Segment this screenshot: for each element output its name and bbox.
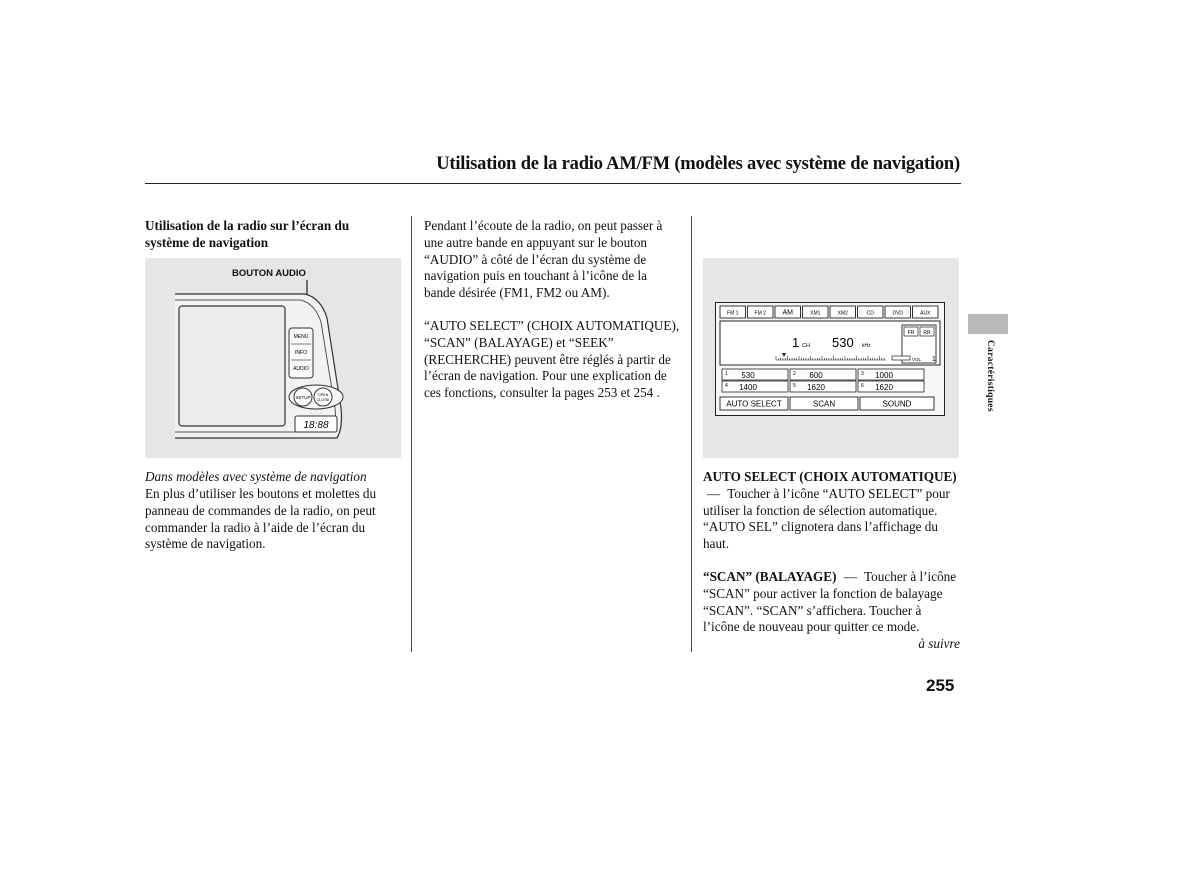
preset-button[interactable] bbox=[790, 369, 856, 380]
dash-2: — bbox=[843, 569, 857, 584]
auto-select-paragraph bbox=[703, 469, 959, 553]
preset-frequency: 1400 bbox=[739, 383, 757, 392]
nav-screen bbox=[715, 302, 945, 416]
channel-number: 1 bbox=[792, 335, 800, 350]
figure-label: BOUTON AUDIO bbox=[232, 268, 306, 279]
continued-note: à suivre bbox=[918, 636, 960, 651]
svg-text:VOL: VOL bbox=[912, 357, 922, 362]
preset-number: 5 bbox=[793, 383, 796, 389]
preset-number: 3 bbox=[861, 371, 864, 377]
band-tab-label: DVD bbox=[892, 310, 904, 317]
svg-text:RR: RR bbox=[923, 330, 931, 336]
auto-select-heading: AUTO SELECT (CHOIX AUTOMATIQUE) bbox=[703, 469, 957, 484]
control-panel-figure bbox=[145, 258, 401, 458]
scan-body: Toucher à l’icône “SCAN” pour activer la fonction de balayage “SCAN”. “SCAN” s’affichera. Toucher à l’icône de nouveau pour quitter ce mode. bbox=[703, 569, 957, 635]
svg-text:18:88: 18:88 bbox=[303, 420, 329, 431]
preset-number: 4 bbox=[725, 383, 728, 389]
scan-heading: “SCAN” (BALAYAGE) bbox=[703, 569, 837, 584]
band-tab-label: FM 2 bbox=[754, 310, 766, 317]
page-title: Utilisation de la radio AM/FM (modèles avec système de navigation) bbox=[436, 154, 960, 174]
nav-screen-figure bbox=[703, 258, 959, 458]
svg-text:CLOSE: CLOSE bbox=[316, 398, 330, 402]
preset-number: 1 bbox=[725, 371, 728, 377]
control-panel-illustration bbox=[145, 258, 401, 458]
screen-button-label: AUTO SELECT bbox=[726, 399, 782, 409]
svg-text:INFO: INFO bbox=[295, 350, 307, 356]
title-rule bbox=[145, 183, 961, 184]
preset-frequency: 600 bbox=[809, 371, 823, 380]
auto-select-body: Toucher à l’icône “AUTO SELECT” pour utiliser la fonction de sélection automatique. “AUTO SEL” clignotera dans l’affichage du haut. bbox=[703, 485, 950, 552]
svg-text:1: 1 bbox=[932, 356, 936, 363]
preset-frequency: 1620 bbox=[807, 383, 825, 392]
svg-text:AUDIO: AUDIO bbox=[293, 366, 309, 372]
middle-paragraph-1: Pendant l’écoute de la radio, on peut passer à une autre bande en appuyant sur le bouton “AUDIO” à côté de l’écran du système de navigation puis en touchant à l’icône de la bande désirée (FM1, FM2 ou AM). bbox=[424, 218, 663, 301]
page-number: 255 bbox=[926, 676, 955, 695]
preset-frequency: 1000 bbox=[875, 371, 893, 380]
preset-number: 6 bbox=[861, 383, 864, 389]
preset-frequency: 1620 bbox=[875, 383, 893, 392]
band-tab-label: AUX bbox=[920, 310, 931, 317]
section-tab-label: Caractéristiques bbox=[985, 340, 995, 412]
svg-text:OPEN: OPEN bbox=[317, 393, 329, 397]
section-heading: Utilisation de la radio sur l’écran du système de navigation bbox=[145, 218, 350, 250]
column-divider-right bbox=[691, 216, 692, 652]
band-tab-label: XM1 bbox=[810, 310, 821, 317]
nav-screen-display bbox=[716, 303, 944, 415]
section-tab bbox=[968, 314, 1008, 334]
left-body-text: En plus d’utiliser les boutons et molettes du panneau de commandes de la radio, on peut commander la radio à l’aide de l’écran du système de navigation. bbox=[145, 486, 377, 552]
band-tab-label: XM2 bbox=[837, 310, 848, 317]
frequency-unit: kHz bbox=[862, 343, 871, 349]
channel-unit: CH bbox=[802, 343, 810, 349]
svg-text:SETUP: SETUP bbox=[295, 395, 311, 400]
screen-button-label: SCAN bbox=[812, 399, 836, 409]
band-tab-label: FM 1 bbox=[727, 310, 739, 317]
screen-button-label: SOUND bbox=[882, 399, 912, 409]
svg-text:MENU: MENU bbox=[293, 334, 309, 340]
preset-button[interactable] bbox=[722, 369, 788, 380]
svg-text:FR: FR bbox=[907, 330, 915, 336]
middle-paragraph-2: “AUTO SELECT” (CHOIX AUTOMATIQUE), “SCAN” (BALAYAGE) et “SEEK” (RECHERCHE) peuvent être réglés à partir de l’écran de navigation. Pour une explication de ces fonctions, consulter la pages 253 et 254 . bbox=[424, 318, 680, 401]
dash-1: — bbox=[707, 485, 721, 501]
scan-paragraph bbox=[703, 569, 959, 636]
preset-number: 2 bbox=[793, 371, 796, 377]
figure-caption: Dans modèles avec système de navigation bbox=[145, 469, 367, 484]
column-divider-left bbox=[411, 216, 412, 652]
frequency-readout: 530 bbox=[832, 335, 854, 350]
band-tab-label: AM bbox=[782, 309, 793, 317]
band-tab-label: CD bbox=[866, 310, 874, 317]
preset-frequency: 530 bbox=[741, 371, 755, 380]
